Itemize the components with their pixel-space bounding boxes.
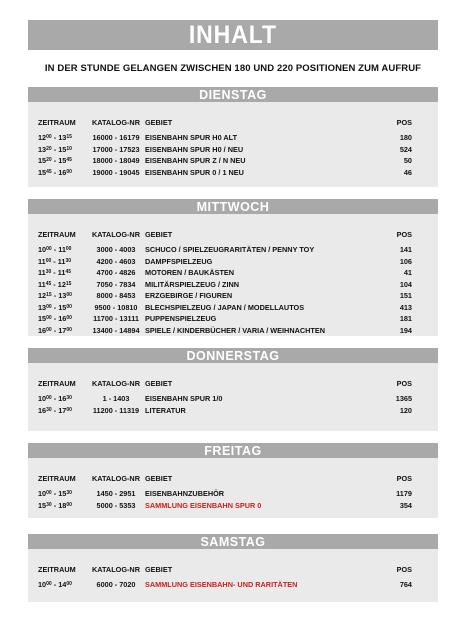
- column-header-gebiet: GEBIET: [145, 474, 173, 483]
- gebiet-label: LITERATUR: [145, 405, 186, 415]
- catalog-range: 3000 - 4003: [96, 245, 136, 254]
- day-header: [28, 199, 438, 214]
- column-header-zeitraum: ZEITRAUM: [38, 474, 76, 483]
- gebiet-label: ERZGEBIRGE / FIGUREN: [145, 291, 233, 300]
- column-header-gebiet: GEBIET: [145, 379, 173, 388]
- pos-count: 151: [399, 291, 412, 300]
- time-range: $13^{20} - 15^{10}$: [38, 144, 72, 154]
- day-header: [28, 534, 438, 549]
- time-range: $13^{00} - 15^{00}$: [38, 302, 72, 312]
- catalog-range: 19000 - 19045: [92, 167, 140, 177]
- time-range: $15^{00} - 16^{00}$: [38, 314, 72, 323]
- day-title: DONNERSTAG: [186, 348, 280, 363]
- column-header-pos: POS: [396, 379, 412, 388]
- column-header-zeitraum: ZEITRAUM: [38, 230, 76, 239]
- catalog-range: 5000 - 5353: [96, 500, 136, 510]
- column-header-gebiet: GEBIET: [145, 565, 173, 574]
- gebiet-label: MILITÄRSPIELZEUG / ZINN: [145, 279, 240, 289]
- catalog-range: 11200 - 11319: [92, 405, 140, 415]
- pos-count: 354: [399, 500, 412, 510]
- time-range: $10^{00} - 14^{00}$: [38, 580, 72, 589]
- gebiet-label: EISENBAHN SPUR 0 / 1 NEU: [145, 167, 244, 177]
- gebiet-label: DAMPFSPIELZEUG: [145, 256, 213, 266]
- time-range: $15^{30} - 18^{00}$: [38, 500, 72, 510]
- time-range: $16^{00} - 17^{00}$: [38, 325, 72, 335]
- column-header-katalog: KATALOG-NR: [92, 230, 140, 239]
- time-range: $12^{15} - 13^{00}$: [38, 291, 72, 300]
- gebiet-label: EISENBAHN SPUR 1/0: [145, 394, 223, 403]
- pos-count: 524: [399, 144, 412, 154]
- column-header-zeitraum: ZEITRAUM: [38, 379, 76, 388]
- column-header-katalog: KATALOG-NR: [92, 379, 140, 388]
- pos-count: 120: [399, 405, 412, 415]
- gebiet-label: PUPPENSPIELZEUG: [145, 314, 217, 323]
- gebiet-label: BLECHSPIELZEUG / JAPAN / MODELLAUTOS: [145, 302, 305, 312]
- day-header: [28, 87, 438, 102]
- page-title: INHALT: [188, 20, 278, 49]
- catalog-range: 6000 - 7020: [96, 580, 136, 589]
- day-section-samstag: [28, 534, 438, 602]
- gebiet-label: SPIELE / KINDERBÜCHER / VARIA / WEIHNACHTEN: [145, 325, 325, 335]
- day-section-freitag: [28, 443, 438, 518]
- gebiet-label: SAMMLUNG EISENBAHN- UND RARITÄTEN: [145, 580, 298, 589]
- catalog-range: 16000 - 16179: [92, 133, 140, 142]
- catalog-range: 13400 - 14894: [92, 325, 140, 335]
- catalog-range: 18000 - 18049: [92, 156, 140, 165]
- time-range: $10^{00} - 11^{00}$: [38, 245, 72, 254]
- catalog-range: 1 - 1403: [102, 394, 130, 403]
- day-title: SAMSTAG: [200, 534, 266, 549]
- day-section-donnerstag: [28, 348, 438, 431]
- catalog-range: 9500 - 10810: [94, 302, 138, 312]
- gebiet-label: EISENBAHN SPUR H0 ALT: [145, 133, 238, 142]
- time-range: $11^{30} - 11^{45}$: [38, 268, 72, 277]
- pos-count: 180: [399, 133, 412, 142]
- time-range: $12^{00} - 13^{15}$: [38, 133, 72, 142]
- time-range: $15^{20} - 15^{45}$: [38, 156, 72, 165]
- time-range: $16^{30} - 17^{00}$: [38, 405, 72, 415]
- time-range: $11^{45} - 12^{15}$: [38, 279, 72, 289]
- gebiet-label: MOTOREN / BAUKÄSTEN: [145, 268, 235, 277]
- day-section-mittwoch: [28, 199, 438, 336]
- time-range: $10^{00} - 15^{30}$: [38, 489, 72, 498]
- catalog-range: 4200 - 4603: [96, 256, 136, 266]
- column-header-pos: POS: [396, 474, 412, 483]
- column-header-zeitraum: ZEITRAUM: [38, 118, 76, 127]
- column-header-katalog: KATALOG-NR: [92, 118, 140, 127]
- time-range: $11^{00} - 11^{30}$: [38, 256, 72, 266]
- day-section-dienstag: [28, 87, 438, 187]
- day-header: [28, 348, 438, 363]
- title-bar: [28, 20, 438, 50]
- day-title: DIENSTAG: [199, 87, 267, 102]
- gebiet-label: EISENBAHN SPUR Z / N NEU: [145, 156, 246, 165]
- time-range: $10^{00} - 16^{30}$: [38, 394, 72, 403]
- pos-count: 764: [399, 580, 412, 589]
- gebiet-label: SAMMLUNG EISENBAHN SPUR 0: [145, 500, 262, 510]
- column-header-gebiet: GEBIET: [145, 230, 173, 239]
- pos-count: 181: [399, 314, 412, 323]
- gebiet-label: SCHUCO / SPIELZEUGRARITÄTEN / PENNY TOY: [145, 245, 315, 254]
- column-header-pos: POS: [396, 565, 412, 574]
- pos-count: 46: [403, 167, 412, 177]
- gebiet-label: EISENBAHN SPUR H0 / NEU: [145, 144, 244, 154]
- time-range: $15^{45} - 16^{00}$: [38, 167, 72, 177]
- pos-count: 141: [399, 245, 412, 254]
- gebiet-label: EISENBAHNZUBEHÖR: [145, 489, 225, 498]
- catalog-range: 4700 - 4826: [96, 268, 136, 277]
- day-title: MITTWOCH: [196, 199, 270, 214]
- pos-count: 41: [403, 268, 412, 277]
- column-header-katalog: KATALOG-NR: [92, 565, 140, 574]
- pos-count: 1179: [396, 489, 412, 498]
- pos-count: 1365: [395, 394, 412, 403]
- column-header-pos: POS: [396, 118, 412, 127]
- column-header-katalog: KATALOG-NR: [92, 474, 140, 483]
- pos-count: 413: [399, 302, 412, 312]
- column-header-pos: POS: [396, 230, 412, 239]
- column-header-zeitraum: ZEITRAUM: [38, 565, 76, 574]
- catalog-range: 11700 - 13111: [93, 314, 139, 323]
- pos-count: 104: [399, 279, 412, 289]
- day-header: [28, 443, 438, 458]
- catalog-range: 8000 - 8453: [96, 291, 136, 300]
- column-header-gebiet: GEBIET: [145, 118, 173, 127]
- subtitle: IN DER STUNDE GELANGEN ZWISCHEN 180 UND 220 POSITIONEN ZUM AUFRUF: [44, 63, 422, 74]
- day-title: FREITAG: [204, 443, 262, 458]
- pos-count: 194: [399, 325, 412, 335]
- catalog-range: 1450 - 2951: [96, 489, 136, 498]
- catalog-range: 17000 - 17523: [92, 144, 140, 154]
- catalog-range: 7050 - 7834: [96, 279, 136, 289]
- pos-count: 106: [399, 256, 412, 266]
- pos-count: 50: [403, 156, 412, 165]
